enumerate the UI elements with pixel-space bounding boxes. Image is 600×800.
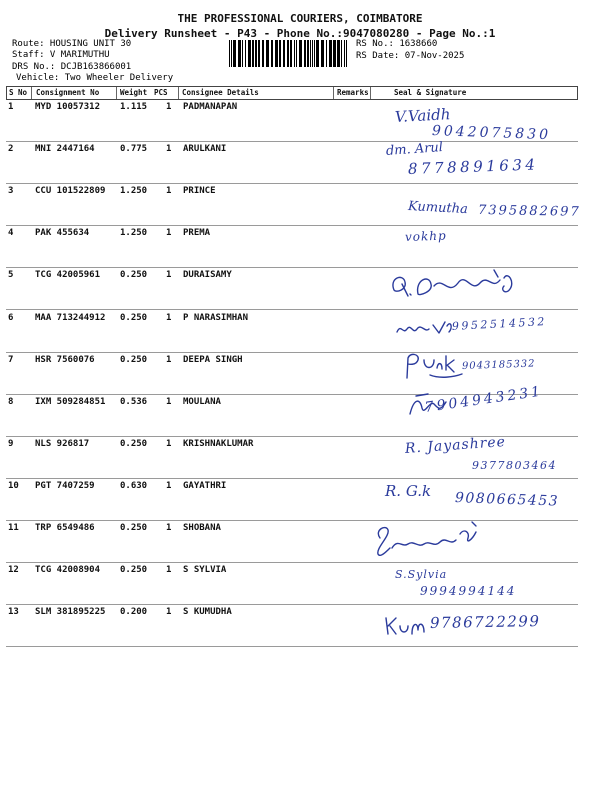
vehicle-label: Vehicle: Two Wheeler Delivery [16, 73, 174, 83]
barcode-bar [304, 40, 306, 67]
consignment-no-cell: CCU 101522809 [35, 186, 106, 196]
pcs-cell: 1 [166, 270, 172, 280]
consignee-cell: S SYLVIA [183, 565, 227, 575]
barcode-bar [310, 40, 311, 67]
handwritten-phone: 9952514532 [451, 315, 548, 333]
column-header-consignment-no: Consignment No [36, 88, 100, 97]
barcode-bar [248, 40, 251, 67]
barcode-bar [279, 40, 281, 67]
handwritten-signature: vokhp [404, 228, 447, 244]
consignee-cell: GAYATHRI [183, 481, 227, 491]
weight-cell: 0.775 [120, 144, 148, 154]
barcode-bar [242, 40, 243, 67]
weight-cell: 1.250 [120, 186, 148, 196]
barcode-bar [229, 40, 230, 67]
weight-cell: 0.250 [120, 565, 148, 575]
s-no-cell: 5 [8, 270, 14, 280]
handwritten-phone: 9080665453 [454, 490, 560, 510]
barcode-bar [321, 40, 324, 67]
s-no-cell: 11 [8, 523, 19, 533]
signature-scribble [395, 318, 453, 340]
consignment-no-cell: TCG 42005961 [35, 270, 101, 280]
route-label: Route: HOUSING UNIT 30 [12, 39, 132, 49]
s-no-cell: 7 [8, 355, 14, 365]
barcode-bar [283, 40, 285, 67]
handwritten-phone: 7395882697 [477, 203, 581, 220]
handwritten-phone: 8778891634 [407, 155, 539, 178]
rs-number: RS No.: 1638660 [356, 39, 438, 49]
consignee-cell: S KUMUDHA [183, 607, 232, 617]
column-header-weight: Weight [120, 88, 148, 97]
barcode-bar [245, 40, 246, 67]
barcode-bar [255, 40, 257, 67]
column-header-pcs: PCS [154, 88, 168, 97]
s-no-cell: 12 [8, 565, 19, 575]
handwritten-phone: 9786722299 [429, 612, 541, 632]
consignment-no-cell: MYD 10057312 [35, 102, 101, 112]
barcode-bar [344, 40, 345, 67]
barcode-bar [290, 40, 292, 67]
barcode-bar [326, 40, 327, 67]
pcs-cell: 1 [166, 481, 172, 491]
company-title: THE PROFESSIONAL COURIERS, COIMBATORE [177, 12, 423, 25]
s-no-cell: 4 [8, 228, 14, 238]
consignee-cell: KRISHNAKLUMAR [183, 439, 254, 449]
barcode-bar [316, 40, 319, 67]
consignment-no-cell: MNI 2447164 [35, 144, 95, 154]
consignee-cell: MOULANA [183, 397, 221, 407]
weight-cell: 0.250 [120, 313, 148, 323]
barcode-bar [238, 40, 241, 67]
pcs-cell: 1 [166, 355, 172, 365]
weight-cell: 0.250 [120, 355, 148, 365]
pcs-cell: 1 [166, 565, 172, 575]
barcode-bar [333, 40, 336, 67]
pcs-cell: 1 [166, 523, 172, 533]
weight-cell: 0.250 [120, 439, 148, 449]
pcs-cell: 1 [166, 102, 172, 112]
consignee-cell: SHOBANA [183, 523, 221, 533]
weight-cell: 0.250 [120, 270, 148, 280]
column-divider [333, 87, 334, 99]
consignment-no-cell: MAA 713244912 [35, 313, 106, 323]
pcs-cell: 1 [166, 607, 172, 617]
handwritten-phone: 9377803464 [472, 459, 557, 472]
consignment-no-cell: TCG 42008904 [35, 565, 101, 575]
pcs-cell: 1 [166, 186, 172, 196]
consignment-no-cell: PGT 7407259 [35, 481, 95, 491]
handwritten-signature: dm. Arul [385, 140, 444, 159]
consignment-no-cell: TRP 6549486 [35, 523, 95, 533]
barcode-bar [275, 40, 278, 67]
barcode-bar [312, 40, 313, 67]
handwritten-signature: V.Vaidh [394, 105, 451, 126]
table-row [6, 521, 578, 563]
handwritten-phone: 9042075830 [431, 123, 552, 144]
barcode-bar [294, 40, 295, 67]
signature-scribble [388, 268, 528, 304]
signature-scribble [382, 614, 428, 638]
barcode-bar [252, 40, 254, 67]
consignment-no-cell: IXM 509284851 [35, 397, 106, 407]
weight-cell: 0.200 [120, 607, 148, 617]
consignee-cell: PREMA [183, 228, 211, 238]
signature-scribble [400, 352, 466, 380]
s-no-cell: 9 [8, 439, 14, 449]
column-header-signature: Seal & Signature [394, 88, 467, 97]
column-divider [116, 87, 117, 99]
pcs-cell: 1 [166, 439, 172, 449]
barcode-bar [296, 40, 297, 67]
handwritten-phone: 7904943231 [423, 383, 545, 416]
barcode-bar [329, 40, 332, 67]
weight-cell: 0.250 [120, 523, 148, 533]
barcode-bar [337, 40, 340, 67]
barcode-bar [299, 40, 302, 67]
s-no-cell: 1 [8, 102, 14, 112]
consignee-cell: PADMANAPAN [183, 102, 238, 112]
barcode-bar [262, 40, 264, 67]
barcode-bar [258, 40, 260, 67]
rs-date: RS Date: 07-Nov-2025 [356, 51, 465, 61]
s-no-cell: 10 [8, 481, 19, 491]
s-no-cell: 6 [8, 313, 14, 323]
handwritten-signature: Kumutha [407, 199, 469, 218]
barcode-bar [314, 40, 315, 67]
column-header-s-no: S No [9, 88, 28, 97]
column-divider [178, 87, 179, 99]
barcode-bar [233, 40, 236, 67]
staff-label: Staff: V MARIMUTHU [12, 50, 110, 60]
barcode-bar [341, 40, 342, 67]
consignment-no-cell: PAK 455634 [35, 228, 90, 238]
consignee-cell: DEEPA SINGH [183, 355, 243, 365]
s-no-cell: 2 [8, 144, 14, 154]
column-header-consignee: Consignee Details [182, 88, 259, 97]
barcode-bar [266, 40, 269, 67]
barcode-bar [346, 40, 347, 67]
s-no-cell: 8 [8, 397, 14, 407]
handwritten-signature: R. G.k [385, 482, 432, 500]
handwritten-signature: S.Sylvia [395, 568, 448, 581]
pcs-cell: 1 [166, 228, 172, 238]
runsheet-subtitle: Delivery Runsheet - P43 - Phone No.:9047080280 - Page No.:1 [104, 27, 496, 40]
consignment-no-cell: NLS 926817 [35, 439, 90, 449]
pcs-cell: 1 [166, 397, 172, 407]
column-header-remarks: Remarks [337, 88, 369, 97]
table-row [6, 226, 578, 268]
s-no-cell: 13 [8, 607, 19, 617]
weight-cell: 0.536 [120, 397, 148, 407]
signature-scribble [372, 518, 484, 558]
consignment-no-cell: HSR 7560076 [35, 355, 95, 365]
column-divider [370, 87, 371, 99]
barcode [228, 40, 352, 67]
pcs-cell: 1 [166, 313, 172, 323]
weight-cell: 1.250 [120, 228, 148, 238]
drs-number: DRS No.: DCJB163866001 [12, 62, 132, 72]
weight-cell: 0.630 [120, 481, 148, 491]
handwritten-phone: 9043185332 [461, 358, 536, 372]
weight-cell: 1.115 [120, 102, 148, 112]
handwritten-signature: R. Jayashree [404, 433, 507, 457]
barcode-bar [271, 40, 273, 67]
column-divider [31, 87, 32, 99]
barcode-bar [287, 40, 289, 67]
handwritten-phone: 9994994144 [420, 584, 517, 598]
consignee-cell: PRINCE [183, 186, 216, 196]
table-header [6, 86, 578, 100]
pcs-cell: 1 [166, 144, 172, 154]
s-no-cell: 3 [8, 186, 14, 196]
barcode-bar [231, 40, 232, 67]
consignment-no-cell: SLM 381895225 [35, 607, 106, 617]
barcode-bar [307, 40, 309, 67]
consignee-cell: DURAISAMY [183, 270, 232, 280]
consignee-cell: ARULKANI [183, 144, 227, 154]
consignee-cell: P NARASIMHAN [183, 313, 249, 323]
